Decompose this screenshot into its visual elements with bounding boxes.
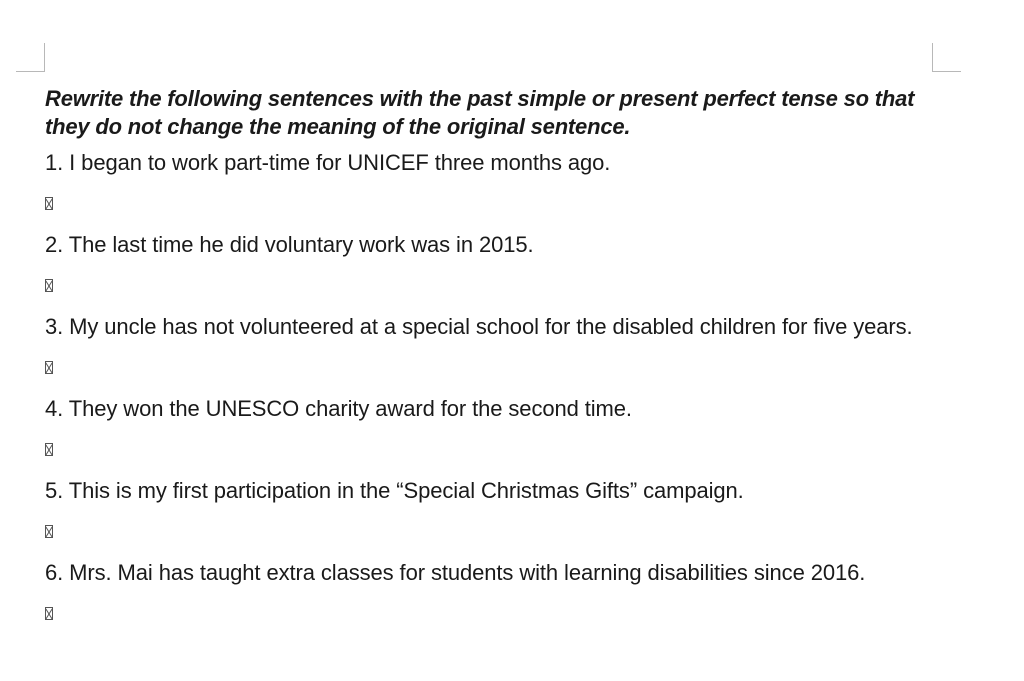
missing-glyph-icon [45,525,53,538]
margin-corner-mark-top-left [16,43,45,72]
document-body[interactable] [45,85,935,641]
question-3: 3. My uncle has not volunteered at a special school for the disabled children for five years. [45,314,913,339]
missing-glyph-icon [45,443,53,456]
answer-placeholder-4[interactable] [45,437,935,461]
answer-placeholder-5[interactable] [45,519,935,543]
question-6: 6. Mrs. Mai has taught extra classes for students with learning disabilities since 2016. [45,560,866,585]
exercise-instruction: Rewrite the following sentences with the past simple or present perfect tense so that they do not change the meaning of the original sentence. [45,86,915,139]
answer-placeholder-6[interactable] [45,601,935,625]
question-5: 5. This is my first participation in the “Special Christmas Gifts” campaign. [45,478,744,503]
missing-glyph-icon [45,607,53,620]
answer-placeholder-3[interactable] [45,355,935,379]
missing-glyph-icon [45,361,53,374]
answer-placeholder-1[interactable] [45,191,935,215]
question-4: 4. They won the UNESCO charity award for the second time. [45,396,632,421]
answer-placeholder-2[interactable] [45,273,935,297]
missing-glyph-icon [45,279,53,292]
missing-glyph-icon [45,197,53,210]
margin-corner-mark-top-right [932,43,961,72]
question-2: 2. The last time he did voluntary work was in 2015. [45,232,534,257]
question-1: 1. I began to work part-time for UNICEF three months ago. [45,150,611,175]
